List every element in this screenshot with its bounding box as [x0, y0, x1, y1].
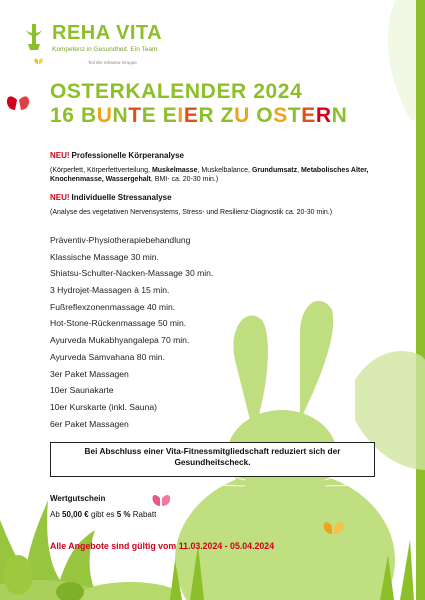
- subtitle-letter: U: [234, 104, 257, 127]
- page-title: OSTERKALENDER 2024: [50, 80, 303, 103]
- list-item: Klassische Massage 30 min.: [50, 251, 159, 262]
- list-item: Fußreflexzonenmassage 40 min.: [50, 301, 176, 312]
- list-item: Präventiv-Physiotherapiebehandlung: [50, 235, 191, 245]
- voucher-percent: 5 %: [116, 510, 131, 519]
- validity-notice: Alle Angebote sind gültig vom 11.03.2024 - 05.04.2024: [50, 541, 275, 551]
- offer-detail: [50, 166, 390, 184]
- subtitle-letter: Z: [220, 104, 235, 127]
- subtitle-letter: E: [183, 104, 199, 127]
- butterfly-red-left: [7, 96, 29, 110]
- list-item: 3er Paket Massagen: [50, 368, 129, 379]
- subtitle-letter: S: [273, 104, 288, 127]
- offer-stress-analysis: [50, 193, 390, 217]
- voucher-amount: 50,00 €: [62, 510, 89, 519]
- voucher-text-post: Rabatt: [130, 510, 157, 519]
- butterfly-yellow-logo: [34, 58, 43, 64]
- right-green-stripe: [416, 0, 425, 600]
- list-item: Hot-Stone-Rückenmassage 50 min.: [50, 318, 187, 329]
- subtitle-letter: T: [128, 104, 142, 127]
- subtitle-letter: 16: [50, 104, 81, 127]
- easter-egg-left: [3, 555, 33, 595]
- page-subtitle: [50, 104, 347, 128]
- subtitle-letter: E: [162, 104, 178, 127]
- offer-detail-part: ,: [297, 167, 301, 175]
- subtitle-letter: N: [112, 104, 129, 127]
- offer-detail-part: (Körperfett, Körperfettverteilung,: [50, 167, 152, 175]
- list-item: Ayurveda Samvahana 80 min.: [50, 351, 165, 362]
- butterfly-pink-center: [153, 495, 171, 506]
- subtitle-letter: N: [331, 104, 348, 127]
- list-item: 10er Kurskarte (inkl. Sauna): [50, 401, 157, 412]
- subtitle-letter: O: [256, 104, 274, 127]
- voucher-text: [50, 510, 156, 519]
- voucher-text-mid: gibt es: [88, 510, 117, 519]
- brand-tagline: Kompetenz in Gesundheit. Ein Team.: [52, 46, 160, 53]
- subtitle-letter: R: [315, 104, 332, 127]
- list-item: 6er Paket Massagen: [50, 418, 129, 429]
- offer-detail-part: Grundumsatz: [251, 167, 298, 175]
- subtitle-letter: T: [287, 104, 302, 127]
- offer-detail-part: Muskelmasse: [151, 167, 198, 175]
- membership-notice-box: Bei Abschluss einer Vita-Fitnessmitgliedschaft reduziert sich der Gesundheitscheck.: [50, 442, 375, 477]
- new-badge: NEU!: [50, 193, 70, 202]
- subtitle-letter: R: [198, 104, 221, 127]
- subtitle-letter: E: [301, 104, 316, 127]
- list-item: Shiatsu-Schulter-Nacken-Massage 30 min.: [50, 268, 214, 279]
- treatment-list: [50, 232, 213, 432]
- offer-heading: Individuelle Stressanalyse: [71, 193, 172, 202]
- list-item: Ayurveda Mukabhyangalepa 70 min.: [50, 335, 190, 346]
- brand-group-note: Teil der rehaneo-Gruppe: [88, 60, 137, 65]
- brand-name: REHA VITA: [52, 22, 163, 44]
- offer-detail-part: , Muskelbalance,: [197, 167, 252, 175]
- offer-detail-part: Metabolisches Alter, Knochenmasse, Wassergehalt: [50, 167, 369, 184]
- offer-detail-part: , BMI- ca. 20-30 min.): [150, 176, 219, 184]
- reha-vita-logo-icon: [24, 24, 44, 50]
- top-grass-decoration: [388, 0, 416, 120]
- subtitle-letter: B: [81, 104, 97, 127]
- new-badge: NEU!: [50, 151, 70, 160]
- offer-body-analysis: [50, 151, 390, 185]
- subtitle-letter: U: [96, 104, 113, 127]
- offer-detail: (Analyse des vegetativen Nervensystems, Stress- und Resilienz-Diagnostik ca. 20-30 min.): [50, 209, 333, 217]
- voucher-text-pre: Ab: [50, 510, 63, 519]
- subtitle-letter: I: [177, 104, 184, 127]
- list-item: 3 Hydrojet-Massagen à 15 min.: [50, 285, 170, 296]
- subtitle-letter: E: [141, 104, 163, 127]
- offer-heading: Professionelle Körperanalyse: [71, 151, 185, 160]
- list-item: 10er Saunakarte: [50, 385, 114, 396]
- voucher-title: Wertgutschein: [50, 494, 106, 503]
